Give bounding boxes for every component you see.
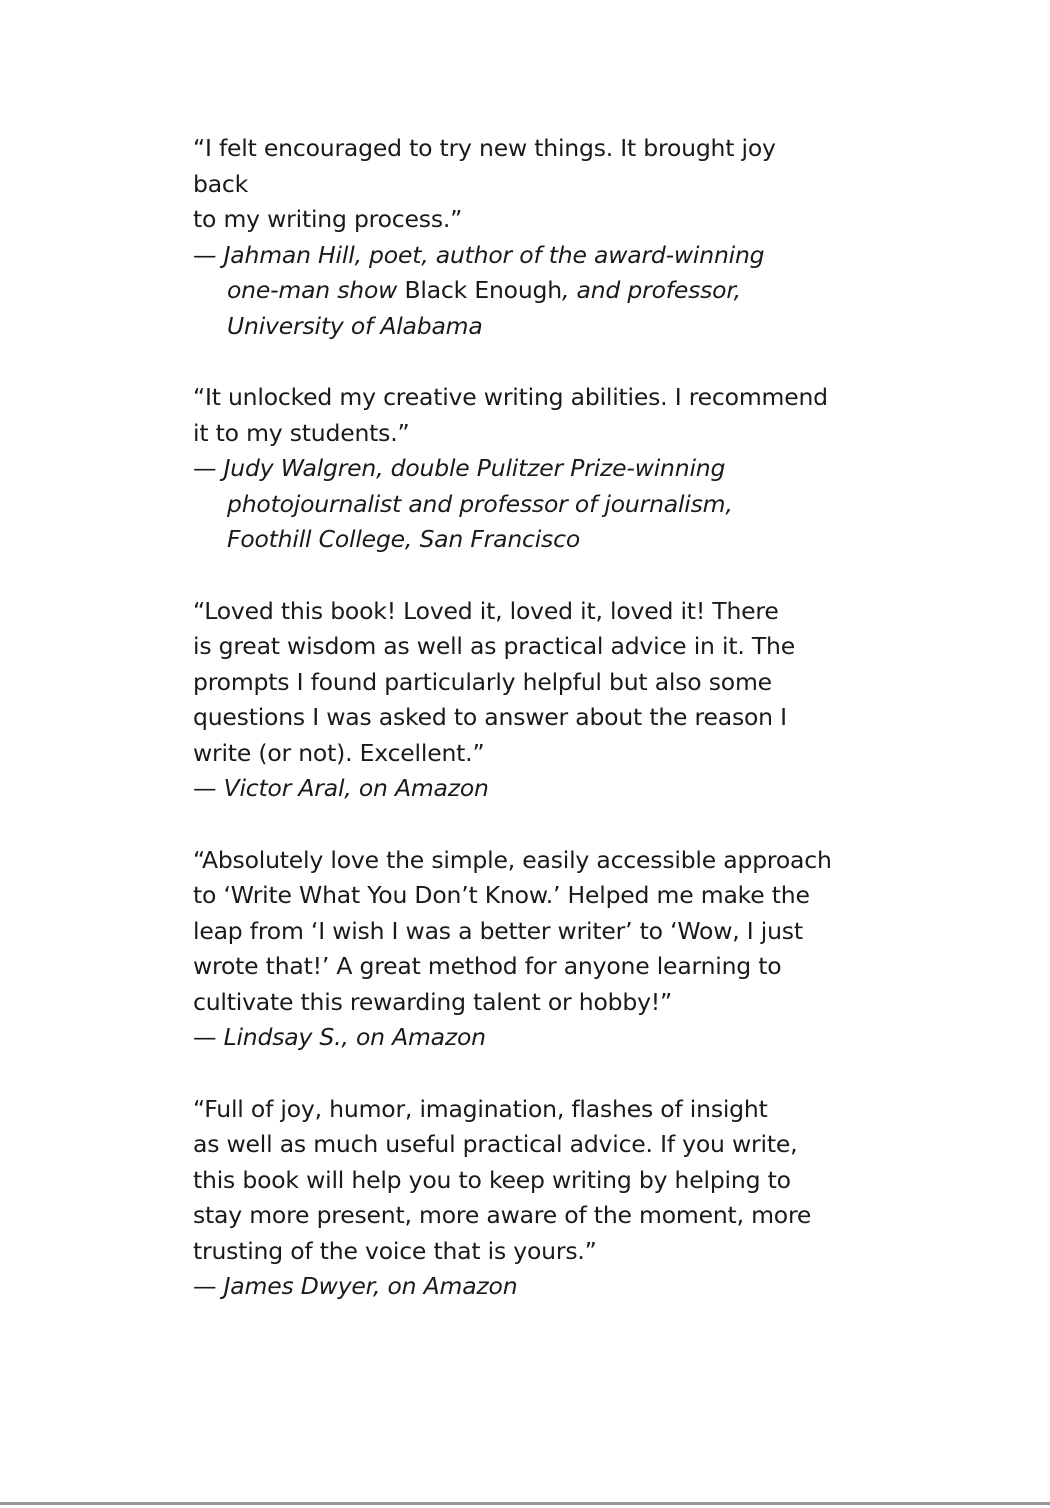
attribution-line bbox=[193, 522, 833, 558]
testimonial-attribution bbox=[193, 1269, 833, 1305]
attribution-segment: Victor Aral, on Amazon bbox=[223, 774, 489, 802]
attribution-segment: one-man show bbox=[227, 276, 405, 304]
attribution-segment: , and professor, bbox=[561, 276, 741, 304]
testimonial-attribution bbox=[193, 1020, 833, 1056]
attribution-line bbox=[193, 309, 833, 345]
testimonial-quote: “Full of joy, humor, imagination, flashes of insight as well as much useful practical advice. If you write, this book will help you to keep writing by helping to stay more present, more aware of the moment, more trusting of the voice that is yours.” bbox=[193, 1094, 812, 1265]
attribution-segment: James Dwyer, on Amazon bbox=[223, 1272, 518, 1300]
testimonial-attribution bbox=[193, 451, 833, 558]
attribution-line bbox=[193, 771, 833, 807]
attribution-line bbox=[193, 451, 833, 487]
attribution-segment: photojournalist and professor of journalism, bbox=[227, 489, 733, 518]
testimonial-quote: “Loved this book! Loved it, loved it, loved it! There is great wisdom as well as practical advice in it. The prompts I found particularly helpful but also some questions I was asked to answer about the reason I write (or not). Excellent.” bbox=[193, 596, 795, 767]
attribution-segment: Judy Walgren, double Pulitzer Prize-winning bbox=[223, 454, 726, 482]
page-bottom-edge bbox=[0, 1502, 1050, 1505]
testimonial bbox=[193, 131, 833, 344]
testimonials-list bbox=[193, 131, 833, 1305]
testimonial-attribution bbox=[193, 238, 833, 345]
attribution-segment: — bbox=[193, 774, 224, 802]
attribution-segment: — bbox=[193, 1023, 224, 1051]
testimonial bbox=[193, 1092, 833, 1305]
attribution-segment: Foothill College, San Francisco bbox=[227, 525, 581, 553]
testimonial bbox=[193, 843, 833, 1056]
attribution-line bbox=[193, 238, 833, 274]
testimonial-quote: “It unlocked my creative writing abilities. I recommend it to my students.” bbox=[193, 383, 828, 447]
attribution-line bbox=[193, 487, 833, 523]
attribution-segment: University of Alabama bbox=[227, 311, 483, 340]
testimonial-attribution bbox=[193, 771, 833, 807]
testimonial bbox=[193, 380, 833, 558]
attribution-segment: Lindsay S., on Amazon bbox=[223, 1023, 486, 1051]
attribution-line bbox=[193, 273, 833, 309]
testimonial-quote: “Absolutely love the simple, easily accessible approach to ‘Write What You Don’t Know.’ Helped me make the leap from ‘I wish I was a better writer’ to ‘Wow, I just wrote that!’ A great method for anyone learning to cultivate this rewarding talent or hobby!” bbox=[193, 845, 832, 1016]
attribution-segment: Black Enough bbox=[404, 276, 562, 304]
attribution-segment: — bbox=[193, 1272, 224, 1300]
attribution-line bbox=[193, 1020, 833, 1056]
testimonial-quote: “I felt encouraged to try new things. It brought joy back to my writing process.” bbox=[193, 134, 776, 233]
attribution-segment: Jahman Hill, poet, author of the award-winning bbox=[223, 240, 765, 269]
attribution-segment: — bbox=[193, 454, 224, 482]
attribution-segment: — bbox=[193, 240, 224, 269]
testimonial bbox=[193, 594, 833, 807]
attribution-line bbox=[193, 1269, 833, 1305]
